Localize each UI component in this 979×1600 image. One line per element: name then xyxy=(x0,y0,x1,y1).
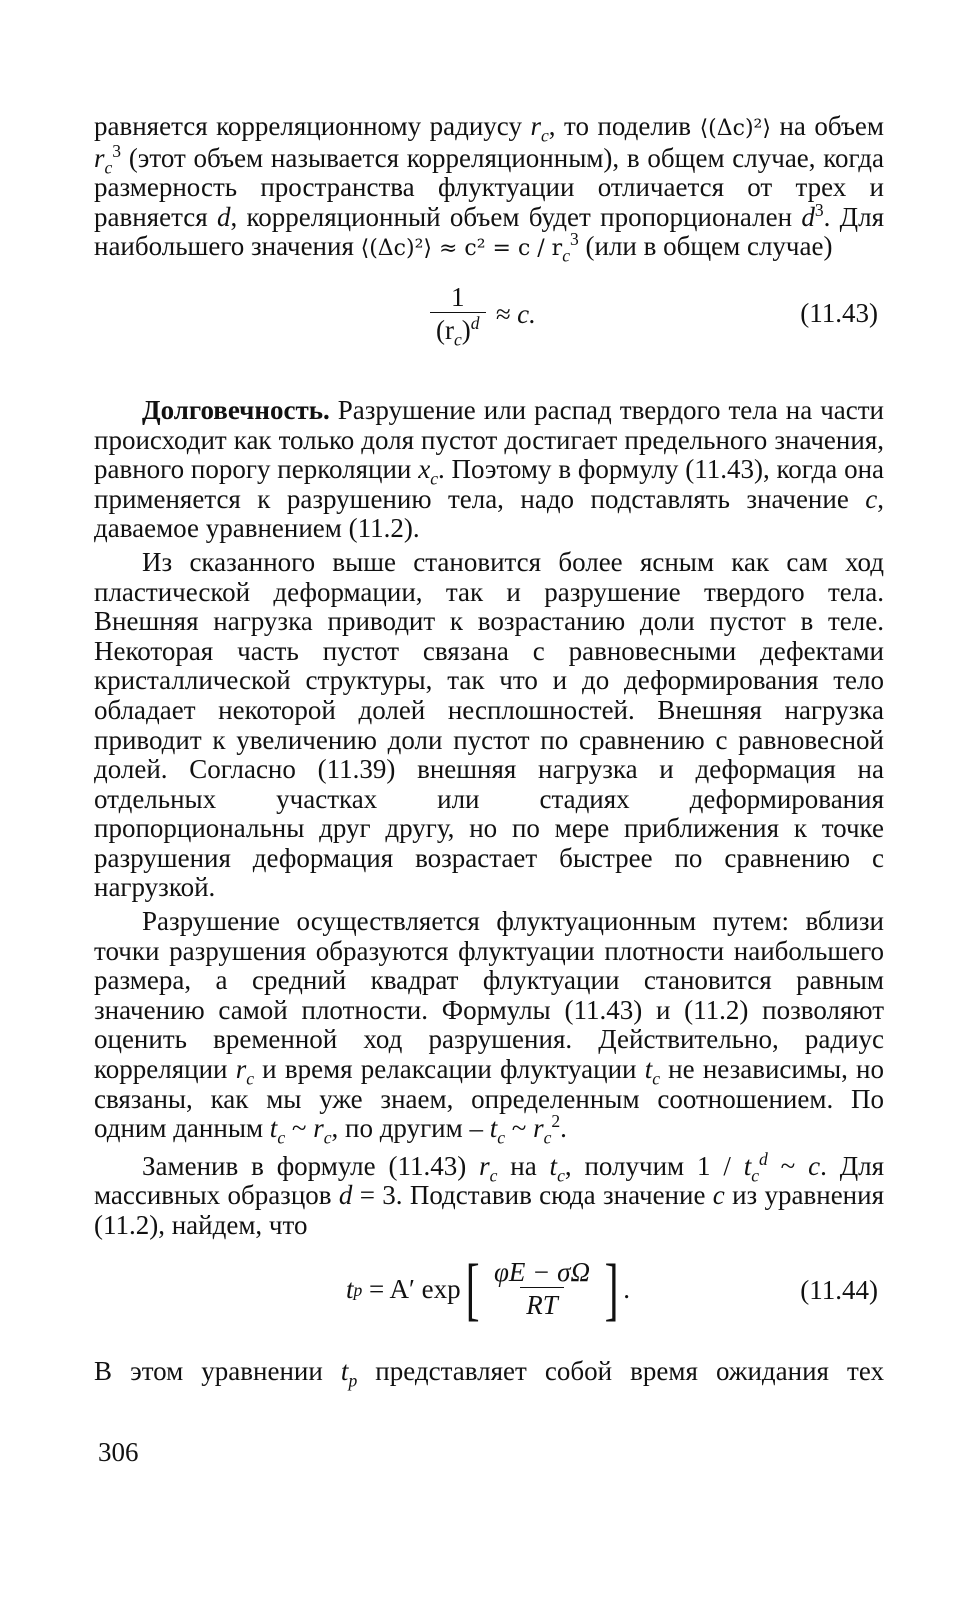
fraction: $\frac{\varphi E - \sigma\Omega}{RT}$ xyxy=(493,1257,590,1321)
equation-number: (11.43) xyxy=(800,297,878,328)
paragraph-4: Разрушение осуществляется флуктуационным путем: вблизи точки разрушения образуются флуктуации плотности наибольшего размера, а средний квадрат флуктуации становится равным значению самой плотности. Формулы (11.43) и (11.2) позволяют оценить временной ход разрушения. Действительно, радиус корреляции $r_c$ и время релаксации флуктуации $t_c$ не независимы, но связаны, как мы уже знаем, определенным соотношением. По одним данным $t_c$ ~ $r_c$, по другим – $t_c$ ~ $r_c^2$. xyxy=(94,906,884,1148)
paragraph-5: Заменив в формуле (11.43) $r_c$ на $t_c$, получим $1 / t_c^d$ ~ c. Для массивных образцов d = 3. Подставив сюда значение c из уравнения (11.2), найдем, что xyxy=(94,1148,885,1240)
equation-number: (11.44) xyxy=(800,1274,878,1305)
equation-11-43: $\frac{1}{(r_c)^d}$ ≈ c. (11.43) xyxy=(94,278,884,378)
paragraph-2: Долговечность. Разрушение или распад твердого тела на части происходит как только доля пустот достигает предельного значения, равного порогу перколяции $x_c$. Поэтому в формулу (11.43), когда она применяется к разрушению тела, надо подставлять значение c, даваемое уравнением (11.2). xyxy=(94,394,885,544)
paragraph-1: равняется корреляционному радиусу $r_c$, то поделив ⟨(Δc)²⟩ на объем $r_c^3$ (этот объем называется корреляционным), в общем случае, когда размерность пространства флуктуации отличается от трех и равняется d, корреляционный объем будет пропорционален $d^3$. Для наибольшего значения ⟨(Δc)²⟩ ≈ $c^2 = c / r_c^3$ (или в общем случае) xyxy=(94,111,884,266)
paragraph-3: Из сказанного выше становится более ясным как сам ход пластической деформации, так и разрушение твердого тела. Внешняя нагрузка приводит к возрастанию доли пустот в теле. Некоторая часть пустот связана с равновесными дефектами кристаллической структуры, так что и до деформирования тело обладает некоторой долей несплошностей. Внешняя нагрузка приводит к увеличению доли пустот по сравнению с равновесной долей. Согласно (11.39) внешняя нагрузка и деформация на отдельных участках или стадиях деформирования пропорциональны друг другу, но по мере приближения к точке разрушения деформация возрастает быстрее по сравнению с нагрузкой. xyxy=(94,546,884,903)
page-number: 306 xyxy=(98,1437,139,1467)
fraction: $\frac{1}{(r_c)^d}$ xyxy=(430,282,486,347)
equation-11-44: t p = A′ exp [ $\frac{\varphi E - \sigma\Omega}{RT}$ ] . (11.44) xyxy=(346,1250,878,1328)
paragraph-6: В этом уравнении $t_p$ представляет собой время ожидания тех xyxy=(94,1355,884,1390)
document-page xyxy=(94,111,885,1390)
